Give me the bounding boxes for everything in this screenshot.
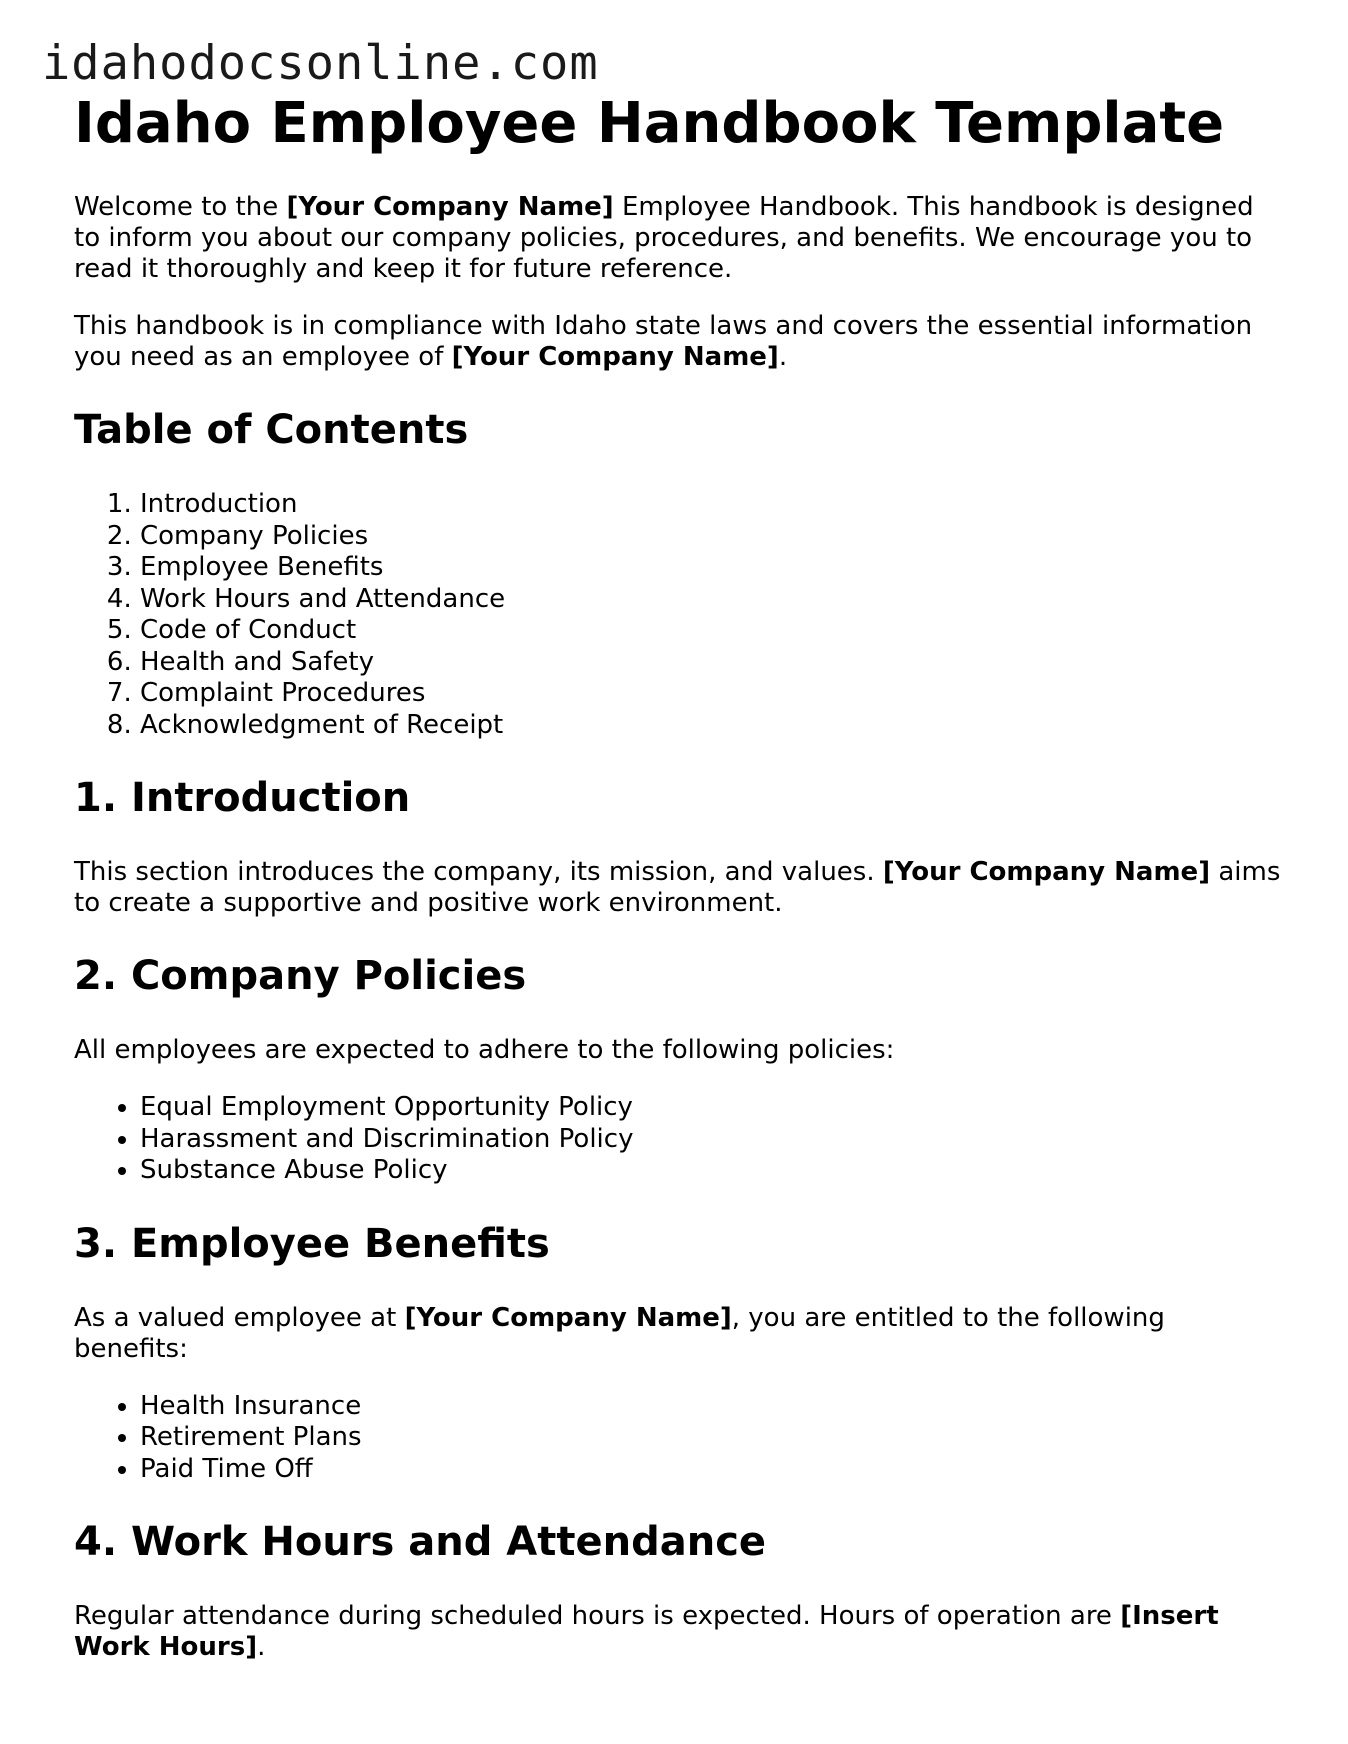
introduction-text-start: This section introduces the company, its mission, and values. bbox=[74, 857, 883, 888]
benefits-list bbox=[74, 1391, 1284, 1486]
benefits-text-end: , you are entitled to the following benefits: bbox=[74, 1302, 1165, 1364]
toc-item: 3. Employee Benefits bbox=[140, 552, 1284, 584]
compliance-text-end: . bbox=[778, 342, 788, 373]
policies-list bbox=[74, 1092, 1284, 1187]
benefits-heading: 3. Employee Benefits bbox=[74, 1220, 550, 1267]
benefit-item: • Health Insurance bbox=[140, 1391, 1284, 1423]
policies-heading: 2. Company Policies bbox=[74, 953, 527, 1000]
toc-item: 4. Work Hours and Attendance bbox=[140, 584, 1284, 616]
benefit-item: • Paid Time Off bbox=[140, 1454, 1284, 1486]
welcome-text-end: Employee Handbook. This handbook is designed to inform you about our company policies, procedures, and benefits. We encourage you to read it thoroughly and keep it for future reference. bbox=[74, 192, 1254, 285]
toc-item: 5. Code of Conduct bbox=[140, 615, 1284, 647]
policy-item: • Equal Employment Opportunity Policy bbox=[140, 1092, 1284, 1124]
compliance-text-start: This handbook is in compliance with Idaho state laws and covers the essential information you need as an employee of bbox=[74, 311, 1253, 373]
company-name-placeholder: [Your Company Name] bbox=[286, 192, 614, 223]
welcome-text-start: Welcome to the bbox=[74, 192, 287, 223]
toc-list bbox=[74, 489, 1284, 741]
policy-item: • Substance Abuse Policy bbox=[140, 1155, 1284, 1187]
company-name-placeholder: [Your Company Name] bbox=[451, 342, 779, 373]
welcome-paragraph bbox=[74, 192, 1284, 285]
work-hours-heading: 4. Work Hours and Attendance bbox=[74, 1519, 767, 1566]
work-hours-text-end: . bbox=[257, 1632, 266, 1663]
benefits-paragraph bbox=[74, 1303, 1284, 1365]
benefits-text-start: As a valued employee at bbox=[74, 1302, 405, 1333]
company-name-placeholder: [Your Company Name] bbox=[404, 1302, 732, 1333]
toc-item: 6. Health and Safety bbox=[140, 647, 1284, 679]
work-hours-paragraph bbox=[74, 1601, 1284, 1663]
page-title: Idaho Employee Handbook Template bbox=[74, 91, 1225, 156]
introduction-heading: 1. Introduction bbox=[74, 775, 411, 822]
introduction-paragraph bbox=[74, 857, 1284, 919]
introduction-text-end: aims to create a supportive and positive work environment. bbox=[74, 857, 1281, 919]
toc-item: 7. Complaint Procedures bbox=[140, 678, 1284, 710]
work-hours-text-start: Regular attendance during scheduled hours is expected. Hours of operation are bbox=[74, 1601, 1121, 1632]
handbook-document bbox=[74, 92, 1284, 1689]
toc-item: 8. Acknowledgment of Receipt bbox=[140, 710, 1284, 742]
work-hours-placeholder: [Insert Work Hours] bbox=[74, 1601, 1219, 1663]
toc-item: 2. Company Policies bbox=[140, 521, 1284, 553]
policies-paragraph: All employees are expected to adhere to the following policies: bbox=[74, 1035, 895, 1066]
policy-item: • Harassment and Discrimination Policy bbox=[140, 1124, 1284, 1156]
toc-heading: Table of Contents bbox=[74, 407, 469, 454]
benefit-item: • Retirement Plans bbox=[140, 1422, 1284, 1454]
site-watermark: idahodocsonline.com bbox=[42, 36, 599, 91]
toc-item: 1. Introduction bbox=[140, 489, 1284, 521]
company-name-placeholder: [Your Company Name] bbox=[882, 857, 1211, 888]
compliance-paragraph bbox=[74, 311, 1284, 373]
